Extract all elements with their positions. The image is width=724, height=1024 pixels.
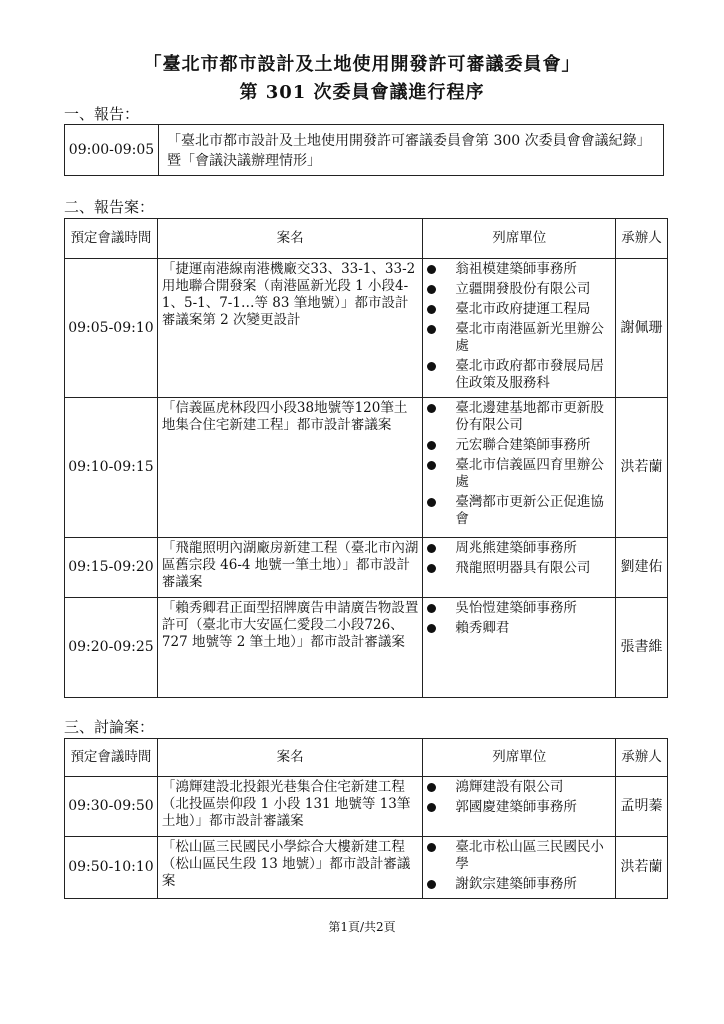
attendee-name: 賴秀卿君: [455, 620, 510, 636]
case-name-cell: 「捷運南港線南港機廠交33、33-1、33-2用地聯合開發案（南港區新光段 1 小段4-1、5-1、7-1…等 83 筆地號）」都市設計審議案第 2 次變更設計: [157, 259, 423, 398]
header-attendees: 列席單位: [423, 219, 616, 259]
table-row: [65, 777, 668, 837]
section2-heading: 二、報告案：: [64, 198, 155, 216]
attendee-name: 臺北市信義區四育里辦公處: [455, 457, 604, 490]
table-row: [65, 598, 668, 698]
attendees-cell: [423, 538, 616, 598]
attendee-name: 鴻輝建設有限公司: [455, 779, 564, 795]
time-cell: 09:05-09:10: [65, 259, 158, 398]
list-item: [429, 779, 611, 796]
attendees-cell: [423, 259, 616, 398]
header-attendees: 列席單位: [423, 739, 616, 777]
bullet-icon: [427, 285, 436, 294]
attendee-name: 臺北市松山區三民國民小學: [455, 839, 604, 872]
attendee-name: 立疆開發股份有限公司: [455, 281, 591, 297]
list-item: [429, 321, 611, 355]
attendee-list: [429, 400, 611, 528]
bullet-icon: [427, 498, 436, 507]
section2-table: [64, 218, 668, 698]
time-cell: 09:30-09:50: [65, 777, 158, 837]
table-header-row: [65, 219, 668, 259]
bullet-icon: [427, 265, 436, 274]
attendee-list: [429, 261, 611, 392]
attendee-name: 翁祖模建築師事務所: [455, 261, 577, 277]
bullet-icon: [427, 880, 436, 889]
header-host: 承辦人: [616, 219, 668, 259]
page-footer: 第1頁/共2頁: [328, 920, 396, 934]
list-item: [429, 876, 611, 893]
bullet-icon: [427, 604, 436, 613]
list-item: [429, 799, 611, 816]
document-title: 「臺北市都市設計及土地使用開發許可審議委員會」: [143, 54, 581, 75]
list-item: [429, 620, 611, 637]
table-row: [65, 398, 668, 538]
table-row: [65, 125, 664, 176]
attendee-name: 臺北市政府捷運工程局: [455, 301, 591, 317]
section1-heading: 一、報告：: [64, 105, 140, 123]
report-content: 「臺北市都市設計及土地使用開發許可審議委員會第 300 次委員會會議紀錄」暨「會議決議辦理情形」: [159, 125, 664, 176]
table-row: [65, 259, 668, 398]
section1-table: [64, 124, 664, 176]
case-name-cell: 「鴻輝建設北投銀光巷集合住宅新建工程（北投區崇仰段 1 小段 131 地號等 13筆土地）」都市設計審議案: [157, 777, 423, 837]
list-item: [429, 457, 611, 491]
section3-heading: 三、討論案：: [64, 718, 155, 736]
time-cell: 09:50-10:10: [65, 837, 158, 899]
attendee-name: 元宏聯合建築師事務所: [455, 437, 591, 453]
host-cell: 謝佩珊: [616, 259, 668, 398]
host-cell: 洪若蘭: [616, 837, 668, 899]
attendee-name: 臺北市南港區新光里辦公處: [455, 321, 604, 354]
attendees-cell: [423, 398, 616, 538]
list-item: [429, 839, 611, 873]
bullet-icon: [427, 783, 436, 792]
list-item: [429, 400, 611, 434]
case-name-cell: 「飛龍照明內湖廠房新建工程（臺北市內湖區舊宗段 46-4 地號一筆土地）」都市設計審議案: [157, 538, 423, 598]
time-cell: 09:00-09:05: [65, 125, 159, 176]
list-item: [429, 600, 611, 617]
time-cell: 09:15-09:20: [65, 538, 158, 598]
bullet-icon: [427, 404, 436, 413]
header-time: 預定會議時間: [65, 219, 158, 259]
case-name-cell: 「賴秀卿君正面型招牌廣告申請廣告物設置許可（臺北市大安區仁愛段二小段726、727 地號等 2 筆土地）」都市設計審議案: [157, 598, 423, 698]
section3-table: [64, 738, 668, 899]
header-host: 承辦人: [616, 739, 668, 777]
attendees-cell: [423, 598, 616, 698]
attendee-name: 臺灣都市更新公正促進協會: [455, 494, 604, 527]
list-item: [429, 261, 611, 278]
bullet-icon: [427, 624, 436, 633]
bullet-icon: [427, 564, 436, 573]
table-row: [65, 837, 668, 899]
host-cell: 孟明蓁: [616, 777, 668, 837]
list-item: [429, 540, 611, 557]
list-item: [429, 437, 611, 454]
time-cell: 09:20-09:25: [65, 598, 158, 698]
attendees-cell: [423, 837, 616, 899]
header-case: 案名: [157, 739, 423, 777]
case-name-cell: 「松山區三民國民小學綜合大樓新建工程（松山區民生段 13 地號）」都市設計審議案: [157, 837, 423, 899]
host-cell: 劉建佑: [616, 538, 668, 598]
attendee-name: 謝欽宗建築師事務所: [455, 876, 577, 892]
table-header-row: [65, 739, 668, 777]
bullet-icon: [427, 843, 436, 852]
attendee-name: 臺北市政府都市發展局居住政策及服務科: [455, 358, 604, 391]
attendee-name: 周兆熊建築師事務所: [455, 540, 577, 556]
document-subtitle: 第 301 次委員會議進行程序: [239, 82, 485, 103]
list-item: [429, 281, 611, 298]
attendee-list: [429, 779, 611, 816]
attendee-name: 吳怡愷建築師事務所: [455, 600, 577, 616]
time-cell: 09:10-09:15: [65, 398, 158, 538]
attendee-name: 臺北邊建基地都市更新股份有限公司: [455, 400, 604, 433]
attendee-name: 飛龍照明器具有限公司: [455, 560, 591, 576]
attendees-cell: [423, 777, 616, 837]
case-name-cell: 「信義區虎林段四小段38地號等120筆土地集合住宅新建工程」都市設計審議案: [157, 398, 423, 538]
host-cell: 洪若蘭: [616, 398, 668, 538]
table-row: [65, 538, 668, 598]
attendee-list: [429, 600, 611, 637]
header-case: 案名: [157, 219, 423, 259]
bullet-icon: [427, 362, 436, 371]
header-time: 預定會議時間: [65, 739, 158, 777]
list-item: [429, 301, 611, 318]
list-item: [429, 560, 611, 577]
bullet-icon: [427, 305, 436, 314]
attendee-name: 郭國慶建築師事務所: [455, 799, 577, 815]
attendee-list: [429, 540, 611, 577]
bullet-icon: [427, 803, 436, 812]
list-item: [429, 494, 611, 528]
list-item: [429, 358, 611, 392]
bullet-icon: [427, 441, 436, 450]
attendee-list: [429, 839, 611, 893]
bullet-icon: [427, 461, 436, 470]
bullet-icon: [427, 325, 436, 334]
host-cell: 張書維: [616, 598, 668, 698]
bullet-icon: [427, 544, 436, 553]
